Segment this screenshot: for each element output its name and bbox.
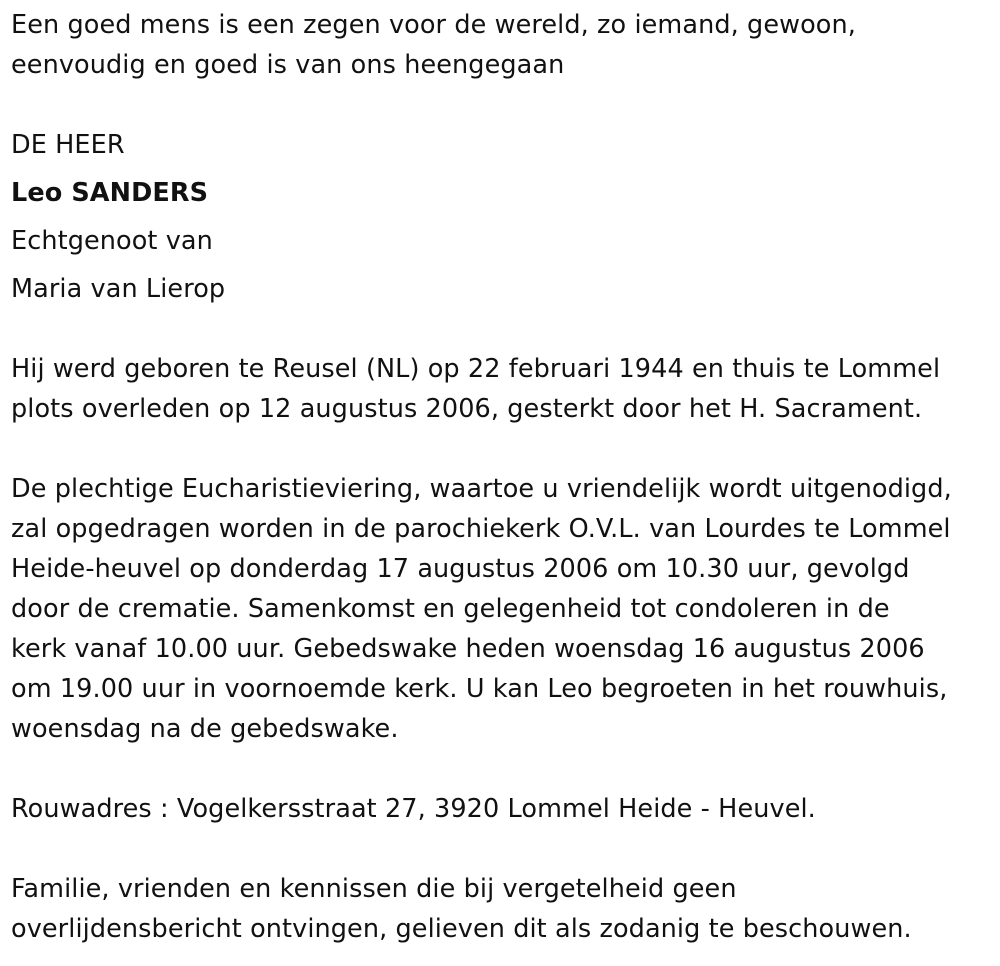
ceremony-line-4: door de crematie. Samenkomst en gelegenheid tot condoleren in de	[11, 594, 890, 624]
ceremony-line-2: zal opgedragen worden in de parochiekerk O.V.L. van Lourdes te Lommel	[11, 514, 951, 544]
ceremony-line-1: De plechtige Eucharistieviering, waartoe u vriendelijk wordt uitgenodigd,	[11, 474, 952, 504]
deceased-spouse: Maria van Lierop	[11, 274, 226, 304]
ceremony-line-6: om 19.00 uur in voornoemde kerk. U kan Leo begroeten in het rouwhuis,	[11, 674, 948, 704]
closing-line-2: overlijdensbericht ontvingen, gelieven dit als zodanig te beschouwen.	[11, 914, 912, 944]
birth-death-line-1: Hij werd geboren te Reusel (NL) op 22 februari 1944 en thuis te Lommel	[11, 354, 941, 384]
motto-line-2: eenvoudig en goed is van ons heengegaan	[11, 50, 565, 80]
deceased-relation: Echtgenoot van	[11, 226, 213, 256]
ceremony-line-5: kerk vanaf 10.00 uur. Gebedswake heden woensdag 16 augustus 2006	[11, 634, 925, 664]
deceased-title: DE HEER	[11, 130, 125, 160]
ceremony-line-7: woensdag na de gebedswake.	[11, 714, 399, 744]
birth-death-line-2: plots overleden op 12 augustus 2006, gesterkt door het H. Sacrament.	[11, 394, 923, 424]
ceremony-line-3: Heide-heuvel op donderdag 17 augustus 2006 om 10.30 uur, gevolgd	[11, 554, 910, 584]
deceased-name: Leo SANDERS	[11, 178, 209, 208]
mourning-address: Rouwadres : Vogelkersstraat 27, 3920 Lommel Heide - Heuvel.	[11, 794, 816, 824]
motto-line-1: Een goed mens is een zegen voor de wereld, zo iemand, gewoon,	[11, 10, 856, 40]
closing-line-1: Familie, vrienden en kennissen die bij vergetelheid geen	[11, 874, 737, 904]
